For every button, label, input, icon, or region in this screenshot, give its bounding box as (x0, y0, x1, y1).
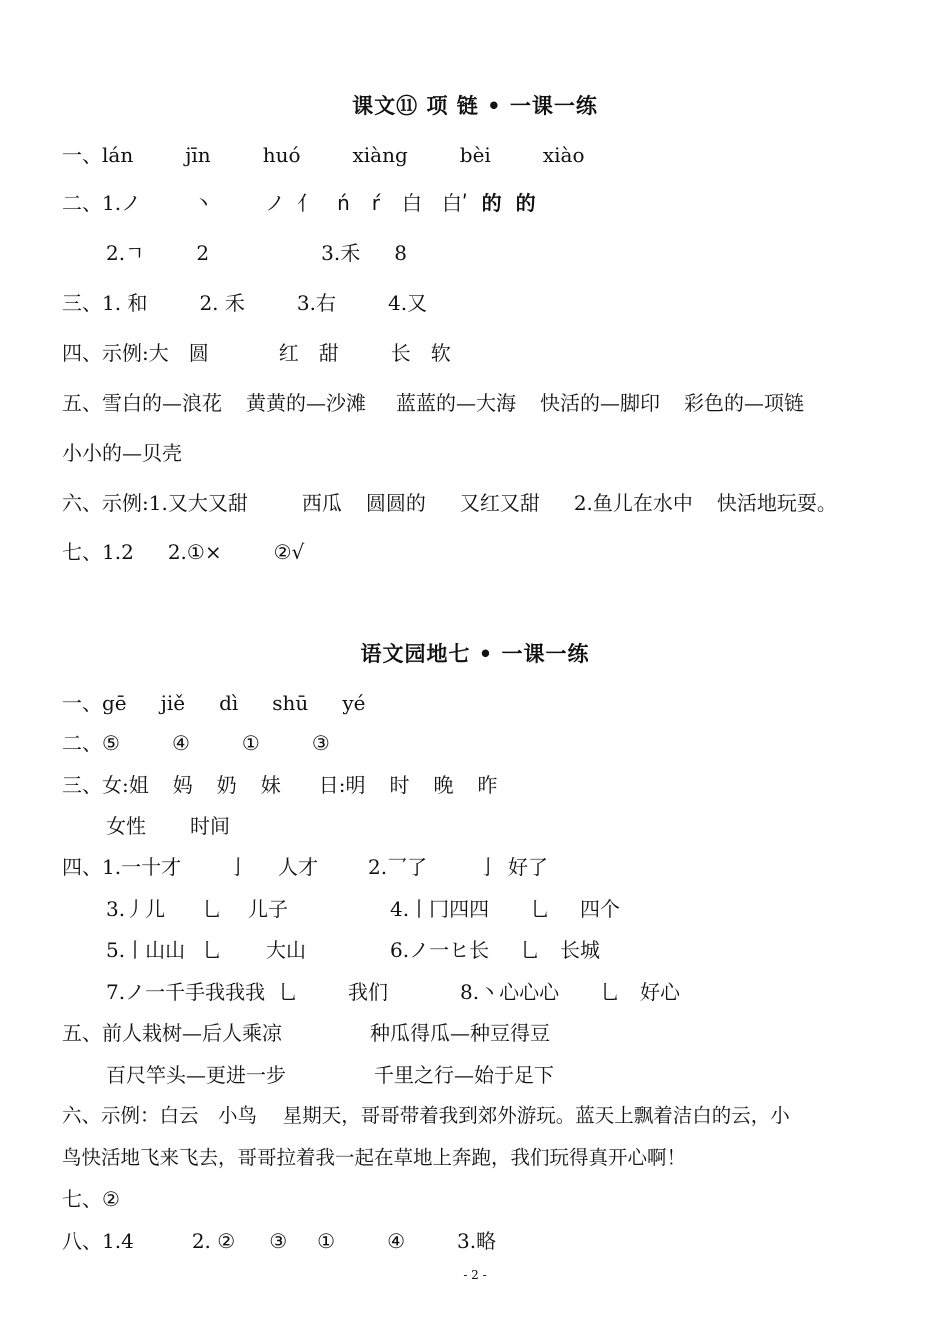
section2-title: 语文园地七 • 一课一练 (360, 642, 590, 666)
s1-q5-line2: 小小的—贝壳 (62, 441, 182, 465)
s1-q2-line2: 2.ㄱ 2 3.禾 8 (106, 241, 407, 265)
s2-q2: 二、⑤ ④ ① ③ (62, 731, 330, 755)
s1-q2-line1: 二、1.ノ 丶 ノ 亻 ń ŕ 白 白ʹ 的 的 (62, 191, 536, 215)
s2-q4-row3: 5.丨山山 乚 大山 6.ノ一ヒ长 乚 长城 (106, 938, 600, 962)
s2-q1: 一、gē jiě dì shū yé (62, 691, 366, 715)
s2-q4-row2: 3.丿儿 乚 儿子 4.丨冂四四 乚 四个 (106, 897, 620, 921)
s1-q3: 三、1. 和 2. 禾 3.右 4.又 (62, 291, 428, 315)
page-number: - 2 - (463, 1268, 487, 1282)
s1-q1: 一、lán jīn huó xiàng bèi xiào (62, 143, 585, 167)
s1-q6: 六、示例:1.又大又甜 西瓜 圆圆的 又红又甜 2.鱼儿在水中 快活地玩耍。 (62, 491, 837, 515)
s1-q7: 七、1.2 2.①× ②√ (62, 540, 305, 564)
s2-q4-row1: 四、1.一十才 亅 人才 2.乛了 亅 好了 (62, 855, 548, 879)
section1-title: 课文⑪ 项 链 • 一课一练 (352, 94, 598, 118)
s2-q6-line1: 六、示例：白云 小鸟 星期天，哥哥带着我到郊外游玩。蓝天上飘着洁白的云，小 (62, 1104, 790, 1127)
s2-q8: 八、1.4 2. ② ③ ① ④ 3.略 (62, 1229, 497, 1253)
s2-q7: 七、② (62, 1187, 120, 1211)
s2-q6-line2: 鸟快活地飞来飞去，哥哥拉着我一起在草地上奔跑，我们玩得真开心啊！ (62, 1146, 687, 1169)
s2-q5-line2: 百尺竿头—更进一步 千里之行—始于足下 (106, 1063, 554, 1087)
s1-q4: 四、示例:大 圆 红 甜 长 软 (62, 341, 451, 365)
s2-q3-line1: 三、女:姐 妈 奶 妹 日:明 时 晚 昨 (62, 773, 498, 797)
s2-q4-row4: 7.ノ一千手我我我 乚 我们 8.丶心心心 乚 好心 (106, 980, 680, 1004)
s2-q3-line2: 女性 时间 (106, 814, 230, 838)
s2-q5-line1: 五、前人栽树—后人乘凉 种瓜得瓜—种豆得豆 (62, 1021, 550, 1045)
s1-q5-line1: 五、雪白的—浪花 黄黄的—沙滩 蓝蓝的—大海 快活的—脚印 彩色的—项链 (62, 391, 804, 415)
